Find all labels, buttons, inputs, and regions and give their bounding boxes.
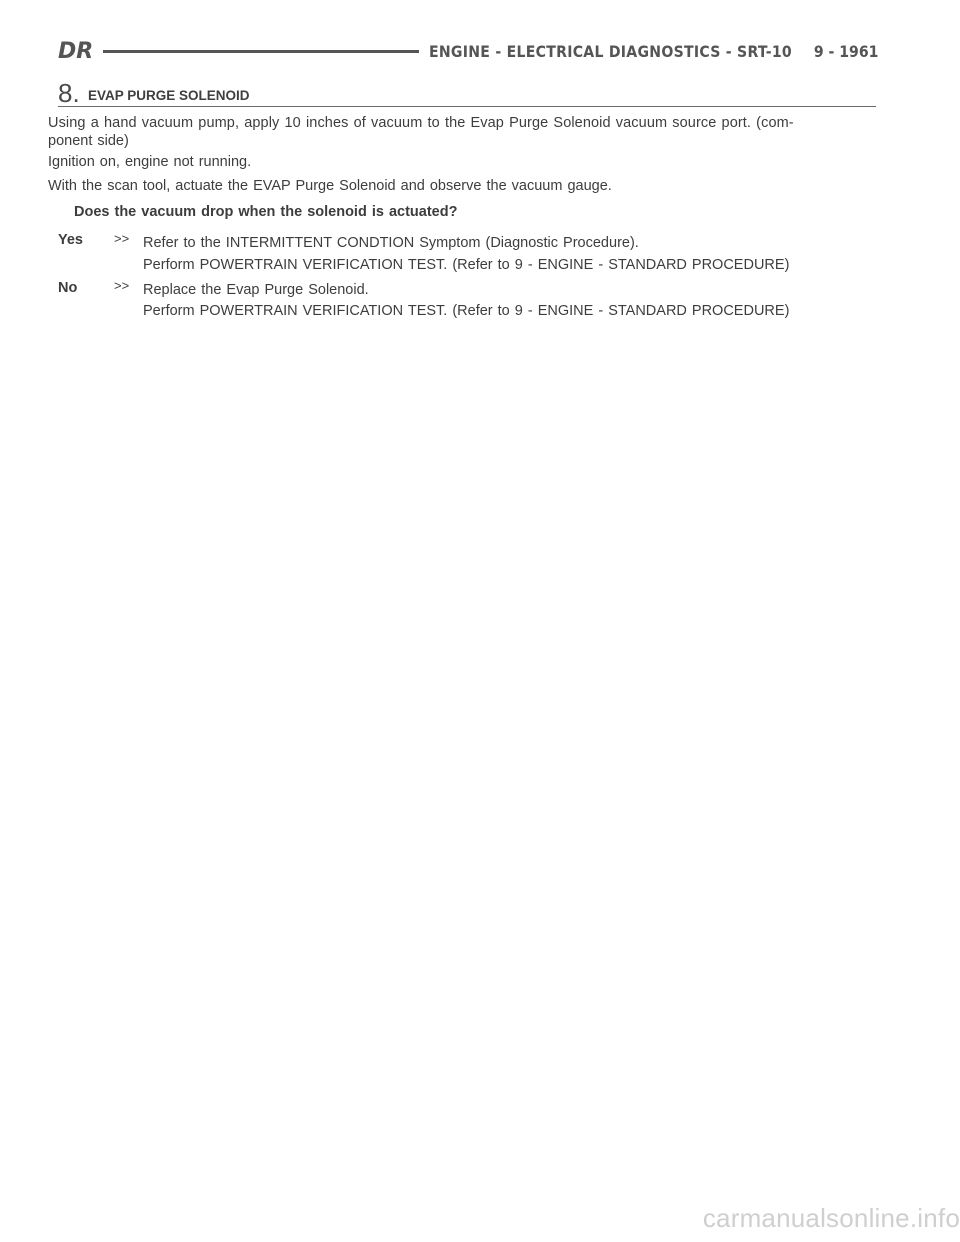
answer-action-line: Replace the Evap Purge Solenoid. <box>143 282 369 298</box>
header-page-number: 9 - 1961 <box>813 41 878 61</box>
instruction-line: ponent side) <box>48 133 129 149</box>
answer-label: No <box>58 280 78 296</box>
header-rule <box>103 50 419 53</box>
diagnostic-question: Does the vacuum drop when the solenoid is actuated? <box>74 204 458 220</box>
answer-arrow: >> <box>114 278 130 293</box>
answer-action-line: Refer to the INTERMITTENT CONDTION Symptom (Diagnostic Procedure). <box>143 235 639 251</box>
answer-action-line: Perform POWERTRAIN VERIFICATION TEST. (Refer to 9 - ENGINE - STANDARD PROCEDURE) <box>143 303 790 319</box>
answer-arrow: >> <box>114 231 130 246</box>
instruction-paragraph-2: Ignition on, engine not running. <box>48 154 252 170</box>
watermark: carmanualsonline.info <box>702 1203 960 1233</box>
step-heading <box>58 80 876 107</box>
header-section-title: ENGINE - ELECTRICAL DIAGNOSTICS - SRT-10 <box>429 41 793 61</box>
instruction-line: Using a hand vacuum pump, apply 10 inches of vacuum to the Evap Purge Solenoid vacuum source port. (com- <box>48 115 794 131</box>
header-model-code: DR <box>58 38 94 64</box>
step-number: 8. <box>58 78 80 108</box>
answer-label: Yes <box>58 232 83 248</box>
page-header <box>58 38 878 64</box>
instruction-paragraph-1 <box>48 114 878 150</box>
answer-action-line: Perform POWERTRAIN VERIFICATION TEST. (Refer to 9 - ENGINE - STANDARD PROCEDURE) <box>143 257 790 273</box>
instruction-paragraph-3: With the scan tool, actuate the EVAP Purge Solenoid and observe the vacuum gauge. <box>48 178 612 194</box>
step-title: EVAP PURGE SOLENOID <box>88 88 250 103</box>
